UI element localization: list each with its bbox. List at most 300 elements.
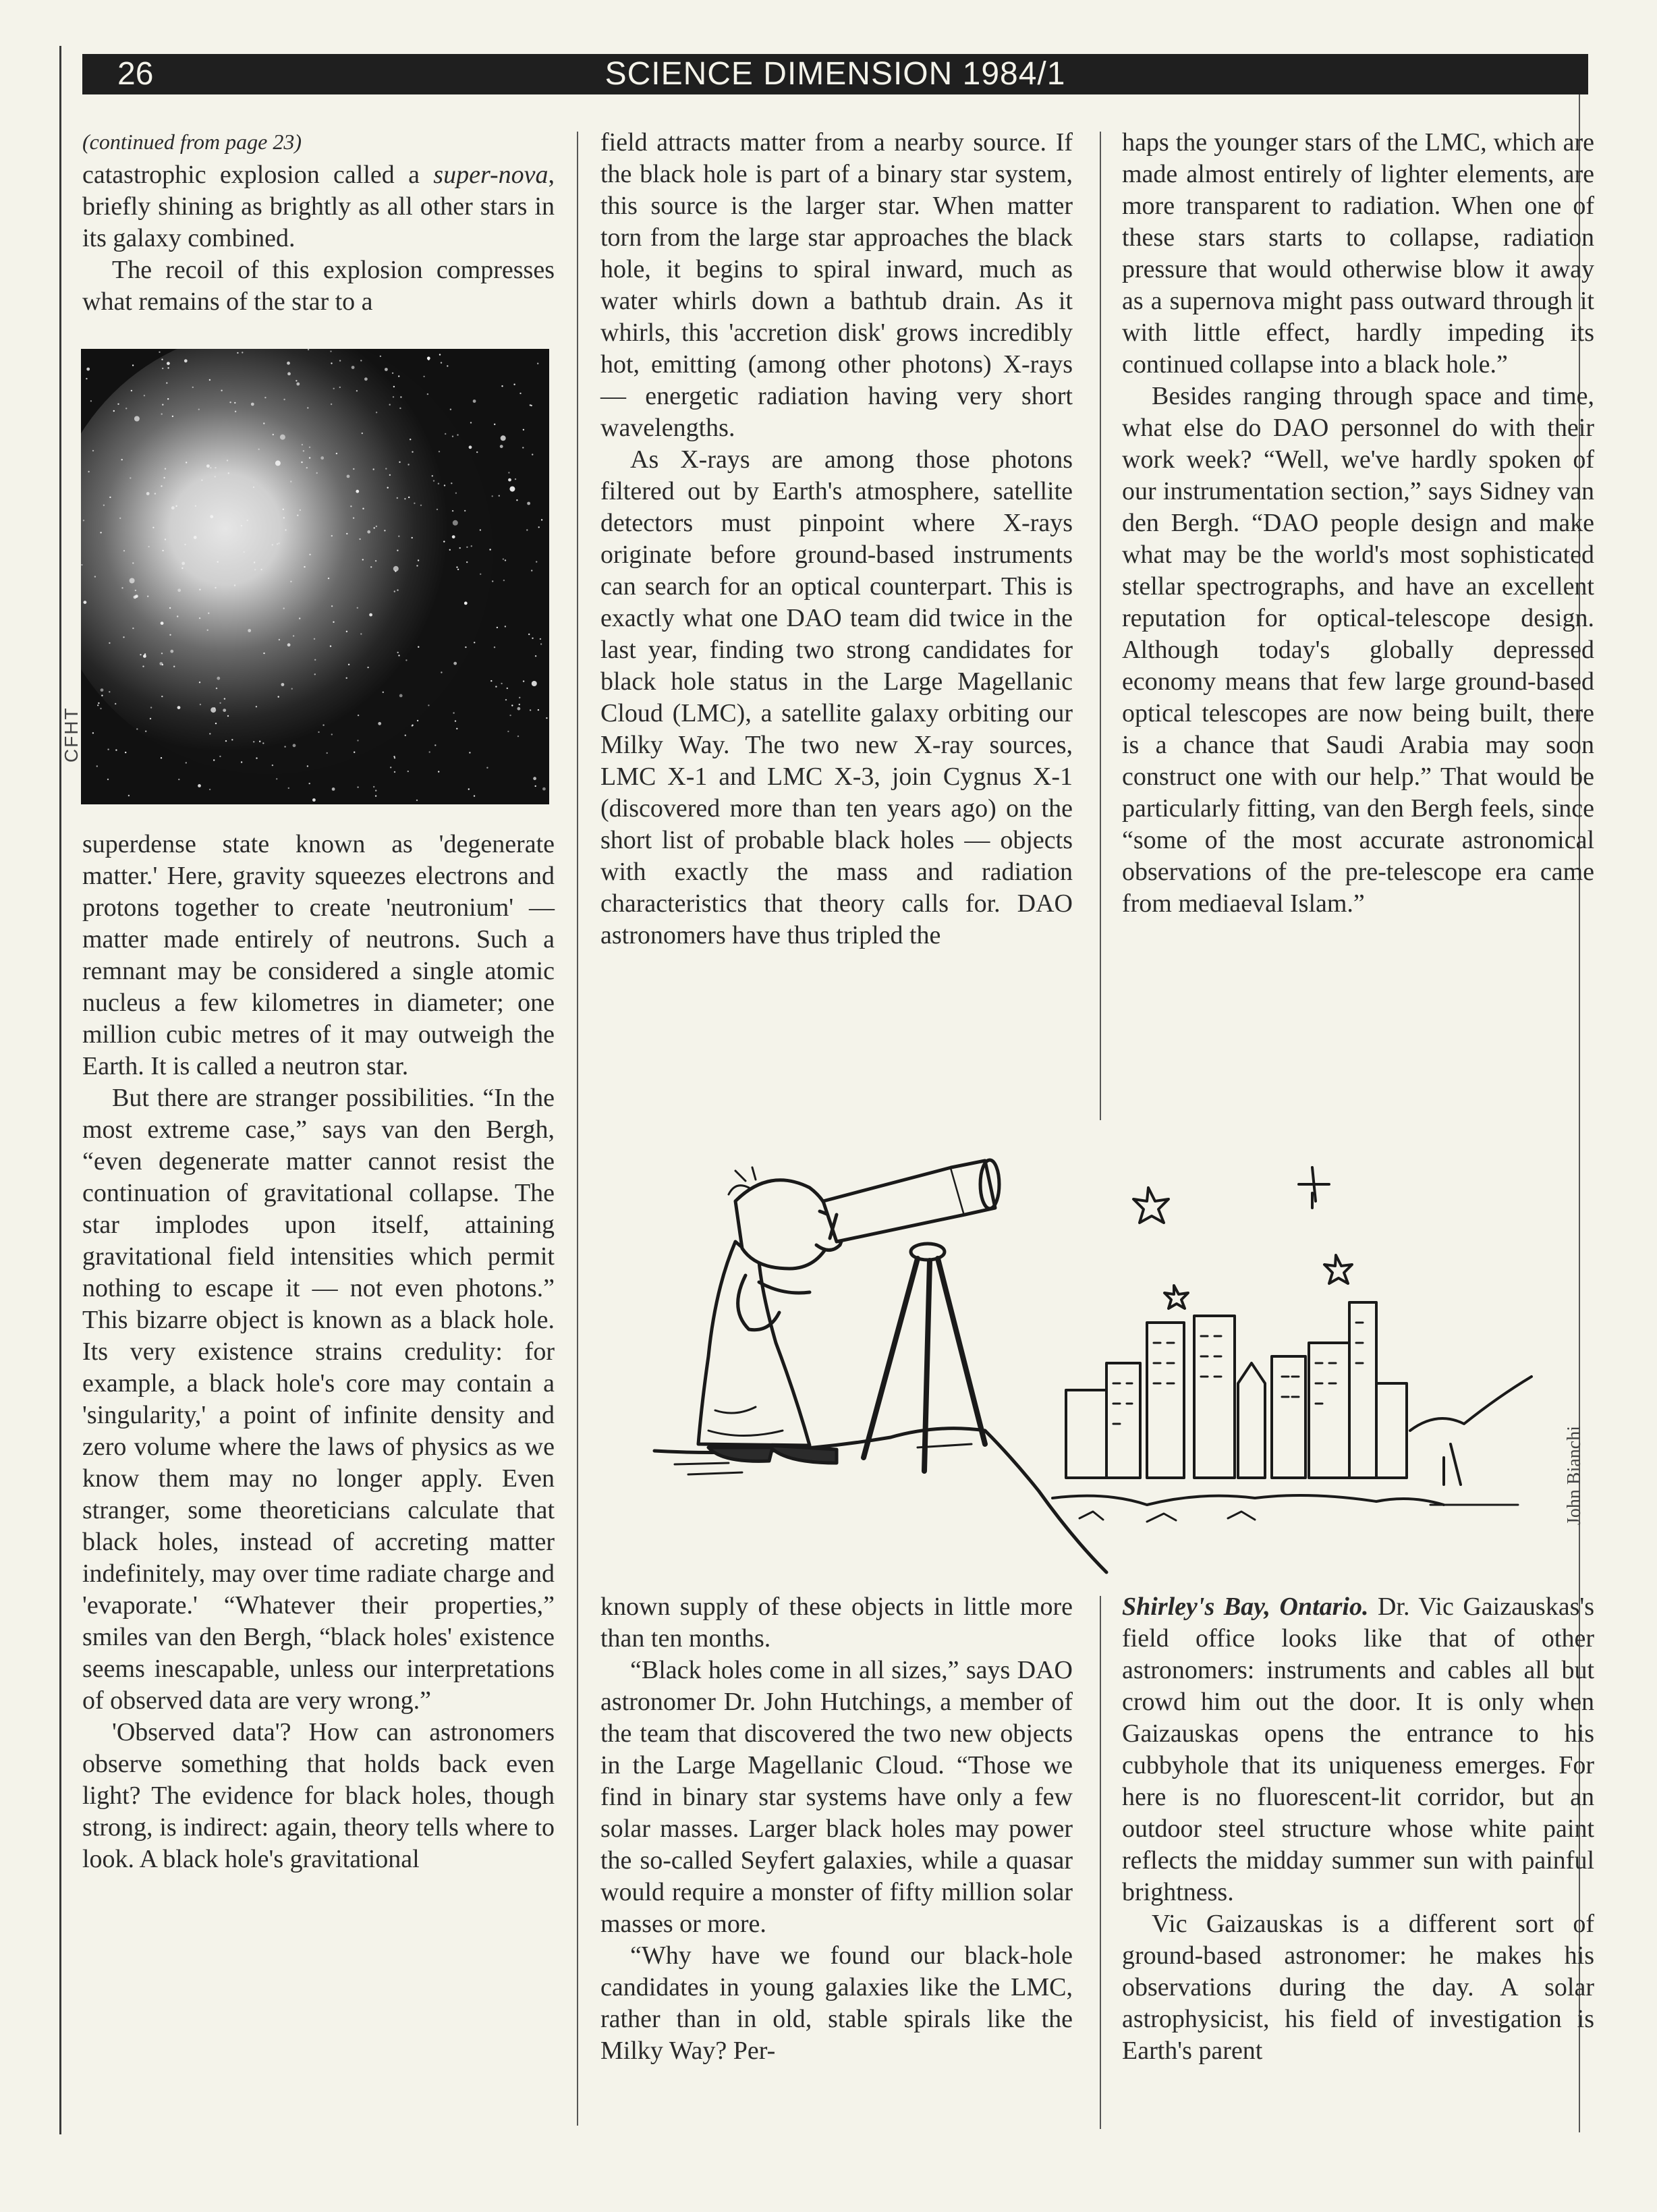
star-dot bbox=[175, 505, 177, 507]
star-dot bbox=[385, 468, 387, 469]
star-dot bbox=[532, 638, 533, 639]
paragraph: catastrophic explosion called a super-nova, briefly shining as brightly as all other stars in its galaxy combined. bbox=[82, 161, 555, 252]
star-dot bbox=[309, 457, 310, 458]
star-dot bbox=[336, 453, 337, 454]
star-dot bbox=[225, 740, 227, 742]
page-left-rule bbox=[59, 46, 61, 2134]
star-dot bbox=[276, 778, 277, 779]
star-dot bbox=[394, 757, 395, 758]
star-dot bbox=[152, 527, 154, 528]
column-rule bbox=[577, 132, 578, 2126]
star-dot bbox=[219, 756, 221, 757]
star-dot bbox=[308, 349, 309, 350]
star-dot bbox=[503, 580, 505, 581]
star-dot bbox=[457, 434, 458, 435]
star-dot bbox=[100, 532, 101, 533]
star-dot bbox=[541, 519, 542, 520]
star-dot bbox=[119, 518, 121, 519]
star-dot bbox=[309, 447, 310, 448]
star-dot bbox=[346, 678, 347, 679]
star-dot bbox=[178, 779, 179, 780]
star-dot bbox=[505, 699, 507, 700]
star-dot bbox=[500, 445, 503, 448]
star-dot bbox=[515, 478, 516, 480]
paragraph: known supply of these objects in little more than ten months. bbox=[600, 1593, 1073, 1653]
star-dot bbox=[364, 377, 368, 381]
star-dot bbox=[184, 544, 186, 545]
star-dot bbox=[536, 561, 537, 562]
star-dot bbox=[234, 402, 235, 404]
paragraph: But there are stranger possibilities. “In the most extreme case,” says van den Bergh, “even degenerate matter cannot resist the continuation of gravitational collapse. The star implodes upon itself, attaining gravitational field intensities which permit nothing to escape it — not even photons.” This bizarre object is known as a black hole. Its very existence strains credulity: for example, a black hole's core may contain a 'singularity,' a point of infinite density and zero volume where the laws of physics as we know them may no longer apply. Even stranger, some theoreticians calculate that black holes, instead of accreting matter indefinitely, may over time radiate charge and 'evaporate.' “Whatever their properties,” smiles van den Bergh, “black holes' existence seems inescapable, unless our interpretations of observed data are very wrong.” bbox=[82, 1084, 555, 1715]
star-dot bbox=[339, 387, 341, 388]
star-dot bbox=[210, 515, 213, 518]
star-dot bbox=[309, 783, 310, 784]
star-dot bbox=[438, 771, 439, 772]
star-dot bbox=[213, 759, 215, 761]
star-dot bbox=[508, 478, 511, 482]
star-dot bbox=[399, 462, 400, 463]
star-dot bbox=[492, 580, 493, 582]
star-dot bbox=[167, 398, 169, 399]
star-dot bbox=[420, 505, 422, 506]
star-dot bbox=[263, 653, 264, 654]
star-dot bbox=[452, 510, 453, 511]
star-dot bbox=[405, 659, 407, 661]
star-dot bbox=[161, 696, 163, 697]
star-dot bbox=[278, 696, 279, 697]
star-dot bbox=[206, 464, 210, 468]
star-dot bbox=[134, 416, 140, 422]
star-dot bbox=[145, 731, 146, 732]
star-dot bbox=[451, 482, 452, 484]
star-dot bbox=[161, 359, 163, 360]
star-dot bbox=[186, 462, 187, 463]
star-dot bbox=[162, 368, 163, 369]
star-dot bbox=[357, 607, 358, 609]
star-dot bbox=[353, 468, 354, 470]
star-dot bbox=[509, 715, 511, 716]
star-dot bbox=[241, 761, 242, 763]
star-dot bbox=[128, 795, 130, 796]
star-dot bbox=[494, 424, 495, 425]
star-dot bbox=[136, 596, 137, 597]
star-dot bbox=[330, 645, 331, 646]
star-dot bbox=[100, 708, 101, 709]
star-dot bbox=[291, 688, 293, 690]
star-dot bbox=[499, 495, 500, 497]
star-dot bbox=[357, 786, 358, 787]
star-dot bbox=[507, 731, 509, 732]
star-dot bbox=[177, 706, 181, 709]
star-dot bbox=[287, 643, 291, 646]
star-dot bbox=[354, 752, 355, 753]
star-dot bbox=[394, 771, 395, 773]
star-dot bbox=[283, 517, 285, 518]
star-dot bbox=[166, 382, 167, 383]
star-dot bbox=[162, 550, 163, 551]
page-number: 26 bbox=[117, 56, 154, 92]
star-dot bbox=[254, 561, 255, 563]
star-dot bbox=[531, 570, 532, 571]
star-dot bbox=[101, 695, 103, 696]
star-dot bbox=[346, 631, 347, 632]
star-dot bbox=[331, 404, 332, 405]
star-dot bbox=[307, 407, 308, 408]
star-dot bbox=[530, 404, 531, 406]
star-dot bbox=[459, 547, 461, 549]
star-dot bbox=[132, 364, 134, 366]
star-dot bbox=[501, 385, 503, 387]
star-dot bbox=[247, 520, 248, 521]
column-3-top bbox=[1122, 127, 1594, 920]
star-dot bbox=[165, 468, 166, 470]
star-dot bbox=[418, 559, 419, 561]
star-dot bbox=[115, 749, 117, 750]
star-dot bbox=[242, 352, 243, 353]
star-dot bbox=[397, 652, 399, 653]
star-dot bbox=[356, 490, 359, 493]
paragraph: As X-rays are among those photons filtered out by Earth's atmosphere, satellite detectors must pinpoint where X-rays originate before ground-based instruments can search for an optical counterpart. This is exactly what one DAO team did twice in the last year, finding two strong candidates for black hole status in the Large Magellanic Cloud (LMC), a satellite galaxy orbiting our Milky Way. The two new X-ray sources, LMC X-1 and LMC X-3, join Cygnus X-1 (discovered more than ten years ago) on the short list of probable black holes — objects with exactly the mass and radiation characteristics that theory calls for. DAO astronomers have thus tripled the bbox=[600, 445, 1073, 949]
star-dot bbox=[181, 568, 183, 569]
star-dot bbox=[322, 724, 324, 725]
star-dot bbox=[283, 607, 285, 609]
star-dot bbox=[130, 477, 131, 478]
star-dot bbox=[163, 477, 165, 478]
column-1-top bbox=[82, 127, 555, 318]
star-dot bbox=[231, 739, 233, 740]
star-dot bbox=[195, 505, 196, 507]
star-dot bbox=[352, 366, 355, 369]
star-dot bbox=[528, 634, 530, 635]
star-dot bbox=[171, 506, 175, 509]
paragraph: superdense state known as 'degenerate matter.' Here, gravity squeezes electrons and protons together to create 'neutronium' — matter made entirely of neutrons. Such a remnant may be considered a single atomic nucleus a few kilometres in diameter; one million cubic metres of it may outweigh the Earth. It is called a neutron star. bbox=[82, 830, 555, 1080]
star-dot bbox=[288, 787, 289, 789]
star-dot bbox=[300, 509, 301, 511]
star-dot bbox=[474, 642, 475, 643]
paragraph: Besides ranging through space and time, what else do DAO personnel do with their work week? “Well, we've hardly spoken of our instrumentation section,” says Sidney van den Bergh. “DAO people design and make what may be the world's most sophisticated stellar spectrographs, and have an excellent reputation for optical-telescope design. Although today's globally depressed economy means that few large ground-based optical telescopes are now being built, there is a chance that Saudi Arabia may soon construct one with our help.” That would be particularly fitting, van den Bergh feels, since “some of the most accurate astronomical observations of the pre-telescope era came from mediaeval Islam.” bbox=[1122, 382, 1594, 918]
star-dot bbox=[456, 566, 457, 568]
star-dot bbox=[464, 602, 468, 605]
star-dot bbox=[285, 529, 286, 530]
star-dot bbox=[219, 702, 221, 704]
star-dot bbox=[457, 569, 459, 570]
star-dot bbox=[476, 451, 478, 453]
star-dot bbox=[416, 565, 418, 566]
running-header bbox=[82, 54, 1588, 94]
star-dot bbox=[474, 795, 475, 796]
star-dot bbox=[339, 360, 341, 361]
star-dot bbox=[217, 561, 219, 563]
star-dot bbox=[169, 634, 171, 636]
star-dot bbox=[256, 757, 257, 758]
star-dot bbox=[470, 422, 472, 423]
star-dot bbox=[227, 460, 228, 461]
star-dot bbox=[398, 375, 399, 377]
star-dot bbox=[258, 449, 260, 450]
star-dot bbox=[346, 533, 347, 534]
star-dot bbox=[392, 372, 393, 374]
star-dot bbox=[140, 654, 141, 655]
star-dot bbox=[444, 485, 445, 486]
star-dot bbox=[394, 590, 395, 592]
paragraph: “Why have we found our black-hole candidates in young galaxies like the LMC, rather than in old, stable spirals like the Milky Way? Per- bbox=[600, 1941, 1073, 2065]
star-dot bbox=[509, 487, 515, 492]
star-dot bbox=[466, 547, 468, 548]
star-dot bbox=[155, 493, 156, 494]
star-dot bbox=[503, 558, 504, 559]
star-dot bbox=[215, 476, 216, 477]
column-rule bbox=[1100, 1596, 1101, 2129]
star-dot bbox=[367, 667, 368, 668]
star-dot bbox=[519, 704, 520, 705]
star-dot bbox=[452, 535, 455, 538]
star-dot bbox=[254, 569, 256, 570]
star-dot bbox=[290, 581, 291, 582]
star-dot bbox=[517, 736, 519, 737]
section-heading: Shirley's Bay, Ontario. bbox=[1122, 1593, 1369, 1621]
star-dot bbox=[410, 439, 411, 440]
star-dot bbox=[384, 530, 385, 531]
star-dot bbox=[167, 367, 169, 368]
star-dot bbox=[320, 456, 324, 460]
star-dot bbox=[146, 492, 150, 495]
star-dot bbox=[439, 354, 441, 355]
star-dot bbox=[132, 628, 134, 629]
star-dot bbox=[293, 744, 296, 747]
star-dot bbox=[540, 643, 542, 644]
star-dot bbox=[92, 450, 94, 451]
star-dot bbox=[398, 536, 399, 537]
star-dot bbox=[519, 697, 520, 698]
star-dot bbox=[83, 520, 84, 521]
star-dot bbox=[227, 715, 229, 717]
star-dot bbox=[538, 526, 540, 528]
star-cluster-photo bbox=[81, 349, 549, 804]
star-dot bbox=[331, 362, 332, 364]
star-dot bbox=[90, 400, 92, 402]
star-dot bbox=[214, 707, 215, 709]
star-dot bbox=[398, 655, 399, 656]
star-dot bbox=[162, 664, 163, 665]
star-dot bbox=[159, 352, 160, 353]
star-dot bbox=[169, 607, 171, 609]
star-dot bbox=[495, 686, 497, 687]
star-dot bbox=[312, 798, 316, 802]
star-dot bbox=[350, 505, 352, 507]
star-dot bbox=[186, 762, 187, 763]
star-dot bbox=[362, 508, 364, 509]
star-dot bbox=[86, 368, 90, 371]
star-dot bbox=[107, 779, 109, 780]
star-dot bbox=[399, 408, 401, 409]
continued-note: (continued from page 23) bbox=[82, 130, 302, 154]
star-dot bbox=[359, 538, 360, 540]
star-dot bbox=[535, 655, 536, 657]
star-dot bbox=[480, 574, 481, 575]
star-dot bbox=[314, 659, 316, 661]
star-dot bbox=[199, 682, 200, 683]
star-dot bbox=[277, 543, 278, 545]
star-dot bbox=[331, 605, 333, 607]
star-dot bbox=[150, 718, 151, 719]
star-dot bbox=[418, 646, 419, 648]
star-dot bbox=[115, 703, 116, 704]
star-dot bbox=[439, 451, 440, 452]
star-dot bbox=[275, 460, 281, 466]
star-dot bbox=[142, 665, 144, 667]
star-dot bbox=[405, 735, 406, 736]
star-dot bbox=[408, 464, 409, 465]
star-dot bbox=[353, 518, 354, 519]
star-dot bbox=[143, 655, 146, 658]
star-dot bbox=[302, 444, 303, 445]
star-dot bbox=[527, 502, 530, 505]
star-dot bbox=[256, 706, 257, 707]
star-dot bbox=[490, 680, 492, 682]
star-dot bbox=[272, 765, 273, 766]
star-dot bbox=[172, 416, 173, 417]
star-dot bbox=[367, 530, 370, 534]
star-dot bbox=[526, 529, 528, 530]
star-dot bbox=[452, 436, 453, 437]
star-dot bbox=[523, 429, 524, 431]
column-1-bottom bbox=[82, 829, 555, 1875]
star-dot bbox=[221, 390, 222, 391]
star-dot bbox=[117, 404, 119, 405]
star-dot bbox=[546, 717, 547, 719]
column-rule bbox=[1100, 132, 1101, 1120]
paragraph: Shirley's Bay, Ontario. Dr. Vic Gaizauskas's field office looks like that of other astronomers: instruments and cables all but crowd him out the door. It is only when Gaizauskas opens the entrance to his cubbyhole that its uniqueness emerges. For here is no fluorescent-lit corridor, but an outdoor steel structure whose white paint reflects the midday summer sun with painful brightness. bbox=[1122, 1593, 1595, 1906]
star-dot bbox=[253, 741, 254, 742]
star-dot bbox=[412, 451, 413, 453]
star-dot bbox=[147, 596, 148, 597]
star-dot bbox=[449, 549, 451, 551]
star-dot bbox=[132, 562, 134, 563]
star-dot bbox=[358, 715, 359, 716]
star-dot bbox=[224, 698, 225, 699]
star-dot bbox=[523, 680, 524, 682]
star-dot bbox=[316, 472, 318, 474]
star-dot bbox=[517, 707, 521, 711]
star-dot bbox=[84, 601, 87, 604]
star-dot bbox=[165, 538, 166, 540]
star-dot bbox=[516, 499, 517, 501]
star-dot bbox=[259, 741, 260, 742]
star-dot bbox=[297, 515, 298, 516]
star-dot bbox=[144, 395, 145, 396]
astronomer-cartoon bbox=[634, 1140, 1565, 1586]
star-dot bbox=[200, 704, 201, 705]
star-dot bbox=[304, 566, 305, 568]
star-dot bbox=[243, 551, 244, 553]
star-dot bbox=[98, 702, 99, 704]
star-dot bbox=[215, 467, 216, 468]
star-dot bbox=[373, 786, 374, 787]
star-dot bbox=[399, 694, 403, 698]
star-dot bbox=[519, 393, 521, 394]
star-dot bbox=[473, 399, 476, 403]
star-dot bbox=[278, 543, 279, 544]
star-dot bbox=[113, 410, 115, 412]
star-dot bbox=[136, 728, 138, 729]
star-dot bbox=[109, 497, 111, 498]
star-dot bbox=[501, 435, 506, 441]
star-dot bbox=[109, 642, 110, 644]
star-dot bbox=[173, 666, 175, 667]
star-dot bbox=[393, 566, 399, 572]
star-dot bbox=[199, 589, 200, 590]
star-dot bbox=[455, 493, 457, 494]
star-dot bbox=[441, 671, 442, 673]
running-title: SCIENCE DIMENSION 1984/1 bbox=[605, 56, 1066, 92]
star-dot bbox=[466, 561, 468, 563]
star-dot bbox=[480, 529, 481, 530]
star-dot bbox=[469, 752, 470, 753]
star-dot bbox=[330, 351, 331, 352]
star-dot bbox=[194, 536, 197, 539]
star-dot bbox=[123, 550, 125, 551]
star-dot bbox=[309, 554, 310, 555]
star-dot bbox=[532, 453, 533, 455]
star-dot bbox=[314, 638, 315, 640]
star-dot bbox=[471, 545, 472, 547]
star-dot bbox=[538, 709, 539, 711]
cartoon-credit: John Bianchi bbox=[1564, 1426, 1585, 1525]
star-dot bbox=[505, 626, 506, 627]
star-dot bbox=[177, 588, 181, 592]
star-dot bbox=[423, 376, 424, 377]
star-dot bbox=[357, 740, 358, 741]
star-dot bbox=[532, 681, 537, 686]
star-dot bbox=[412, 537, 413, 538]
star-dot bbox=[262, 742, 264, 744]
star-dot bbox=[207, 630, 208, 631]
paragraph: “Black holes come in all sizes,” says DAO astronomer Dr. John Hutchings, a member of the team that discovered the two new objects in the Large Magellanic Cloud. “Those we find in binary star systems have only a few solar masses. Larger black holes may power the so-called Seyfert galaxies, while a quasar would require a monster of fifty million solar masses or more. bbox=[600, 1656, 1073, 1938]
star-dot bbox=[228, 472, 229, 474]
star-dot bbox=[441, 362, 442, 363]
star-dot bbox=[414, 503, 415, 504]
star-dot bbox=[125, 752, 126, 753]
column-3-bottom bbox=[1122, 1591, 1594, 2067]
star-dot bbox=[453, 662, 457, 665]
star-dot bbox=[121, 459, 123, 460]
star-dot bbox=[390, 767, 391, 768]
star-dot bbox=[333, 388, 335, 389]
star-dot bbox=[327, 752, 328, 754]
star-dot bbox=[511, 704, 513, 706]
star-dot bbox=[293, 635, 294, 636]
star-dot bbox=[296, 383, 300, 386]
star-dot bbox=[542, 787, 546, 791]
star-dot bbox=[456, 728, 457, 729]
star-dot bbox=[378, 722, 381, 725]
star-dot bbox=[281, 683, 285, 686]
star-dot bbox=[331, 535, 333, 536]
star-dot bbox=[486, 767, 488, 769]
star-dot bbox=[86, 378, 87, 379]
star-dot bbox=[427, 393, 428, 395]
star-dot bbox=[283, 509, 284, 510]
star-dot bbox=[445, 433, 446, 435]
star-dot bbox=[306, 467, 308, 468]
star-dot bbox=[123, 636, 124, 638]
star-dot bbox=[208, 613, 209, 614]
star-dot bbox=[333, 621, 334, 623]
star-dot bbox=[103, 505, 105, 506]
star-dot bbox=[264, 397, 266, 398]
star-dot bbox=[161, 413, 163, 414]
star-dot bbox=[385, 368, 388, 371]
